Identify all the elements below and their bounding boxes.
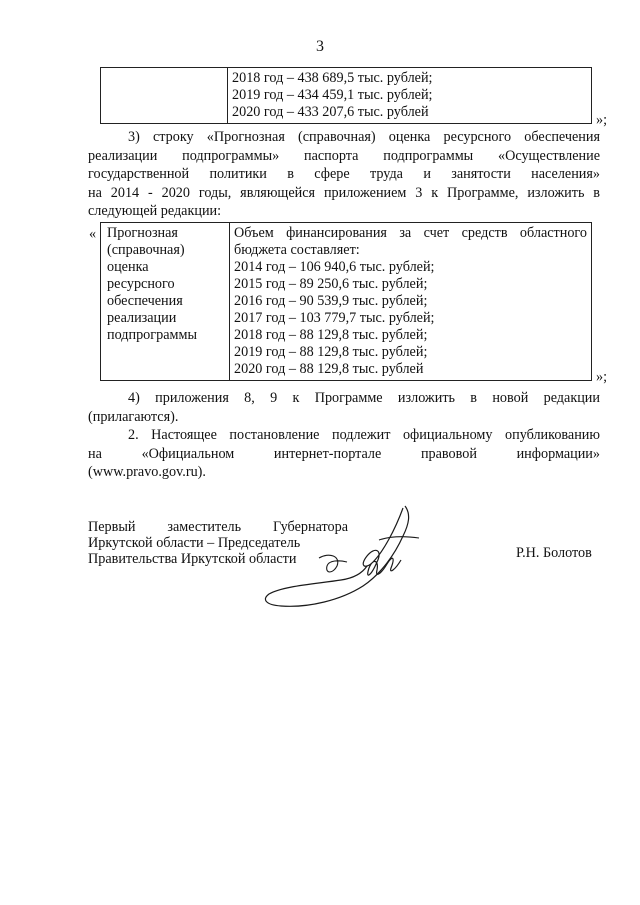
paragraph-line: (прилагаются). — [88, 408, 179, 425]
opening-quote: « — [89, 226, 97, 242]
label-line: подпрограммы — [107, 327, 197, 343]
paragraph-line: 4) приложения 8, 9 к Программе изложить в новой редакции — [128, 390, 600, 406]
label-line: (справочная) — [107, 242, 185, 258]
paragraph-line: следующей редакции: — [88, 203, 222, 220]
label-line: Прогнозная — [107, 225, 178, 241]
financing-line: 2019 год – 88 129,8 тыс. рублей; — [234, 344, 428, 360]
position-line: Иркутской области – Председатель — [88, 535, 301, 551]
paragraph-item-3 — [88, 128, 600, 221]
table-value-cell — [228, 68, 592, 124]
financing-line: 2015 год – 89 250,6 тыс. рублей; — [234, 276, 428, 292]
page-number: 3 — [316, 38, 324, 55]
paragraph-line: (www.pravo.gov.ru). — [88, 464, 206, 481]
financing-line: 2018 год – 438 689,5 тыс. рублей; — [232, 70, 433, 86]
table-value-cell — [230, 223, 592, 381]
financing-line: бюджета составляет: — [234, 242, 360, 258]
financing-line: 2020 год – 88 129,8 тыс. рублей — [234, 361, 424, 377]
paragraph-point-2 — [88, 426, 600, 482]
position-line: Первый заместитель Губернатора — [88, 519, 348, 535]
financing-line: 2018 год – 88 129,8 тыс. рублей; — [234, 327, 428, 343]
label-line: оценка — [107, 259, 149, 275]
table-label-cell — [101, 223, 230, 381]
handwritten-signature — [255, 500, 455, 615]
paragraph-line: 2. Настоящее постановление подлежит официальному опубликованию — [128, 427, 600, 443]
resource-estimate-table — [100, 222, 592, 381]
financing-table-continued — [100, 67, 592, 124]
signatory-name: Р.Н. Болотов — [516, 545, 592, 561]
paragraph-line: государственной политики в сфере труда и занятости населения» — [88, 166, 600, 183]
financing-line: 2016 год – 90 539,9 тыс. рублей; — [234, 293, 428, 309]
paragraph-item-4 — [88, 389, 600, 426]
financing-line: 2019 год – 434 459,1 тыс. рублей; — [232, 87, 433, 103]
financing-line: Объем финансирования за счет средств областного — [234, 225, 587, 241]
paragraph-line: на 2014 - 2020 годы, являющейся приложением 3 к Программе, изложить в — [88, 184, 600, 201]
label-line: ресурсного — [107, 276, 175, 292]
financing-line: 2014 год – 106 940,6 тыс. рублей; — [234, 259, 435, 275]
closing-quote: »; — [596, 369, 608, 385]
paragraph-line: реализации подпрограммы» паспорта подпрограммы «Осуществление — [88, 147, 600, 164]
financing-line: 2017 год – 103 779,7 тыс. рублей; — [234, 310, 435, 326]
label-line: реализации — [107, 310, 177, 326]
closing-quote: »; — [596, 112, 608, 128]
financing-line: 2020 год – 433 207,6 тыс. рублей — [232, 104, 429, 120]
table-empty-label-cell — [101, 68, 228, 124]
label-line: обеспечения — [107, 293, 183, 309]
paragraph-line: на «Официальном интернет-портале правовой информации» — [88, 445, 600, 462]
position-line: Правительства Иркутской области — [88, 551, 297, 567]
paragraph-line: 3) строку «Прогнозная (справочная) оценка ресурсного обеспечения — [128, 129, 600, 145]
